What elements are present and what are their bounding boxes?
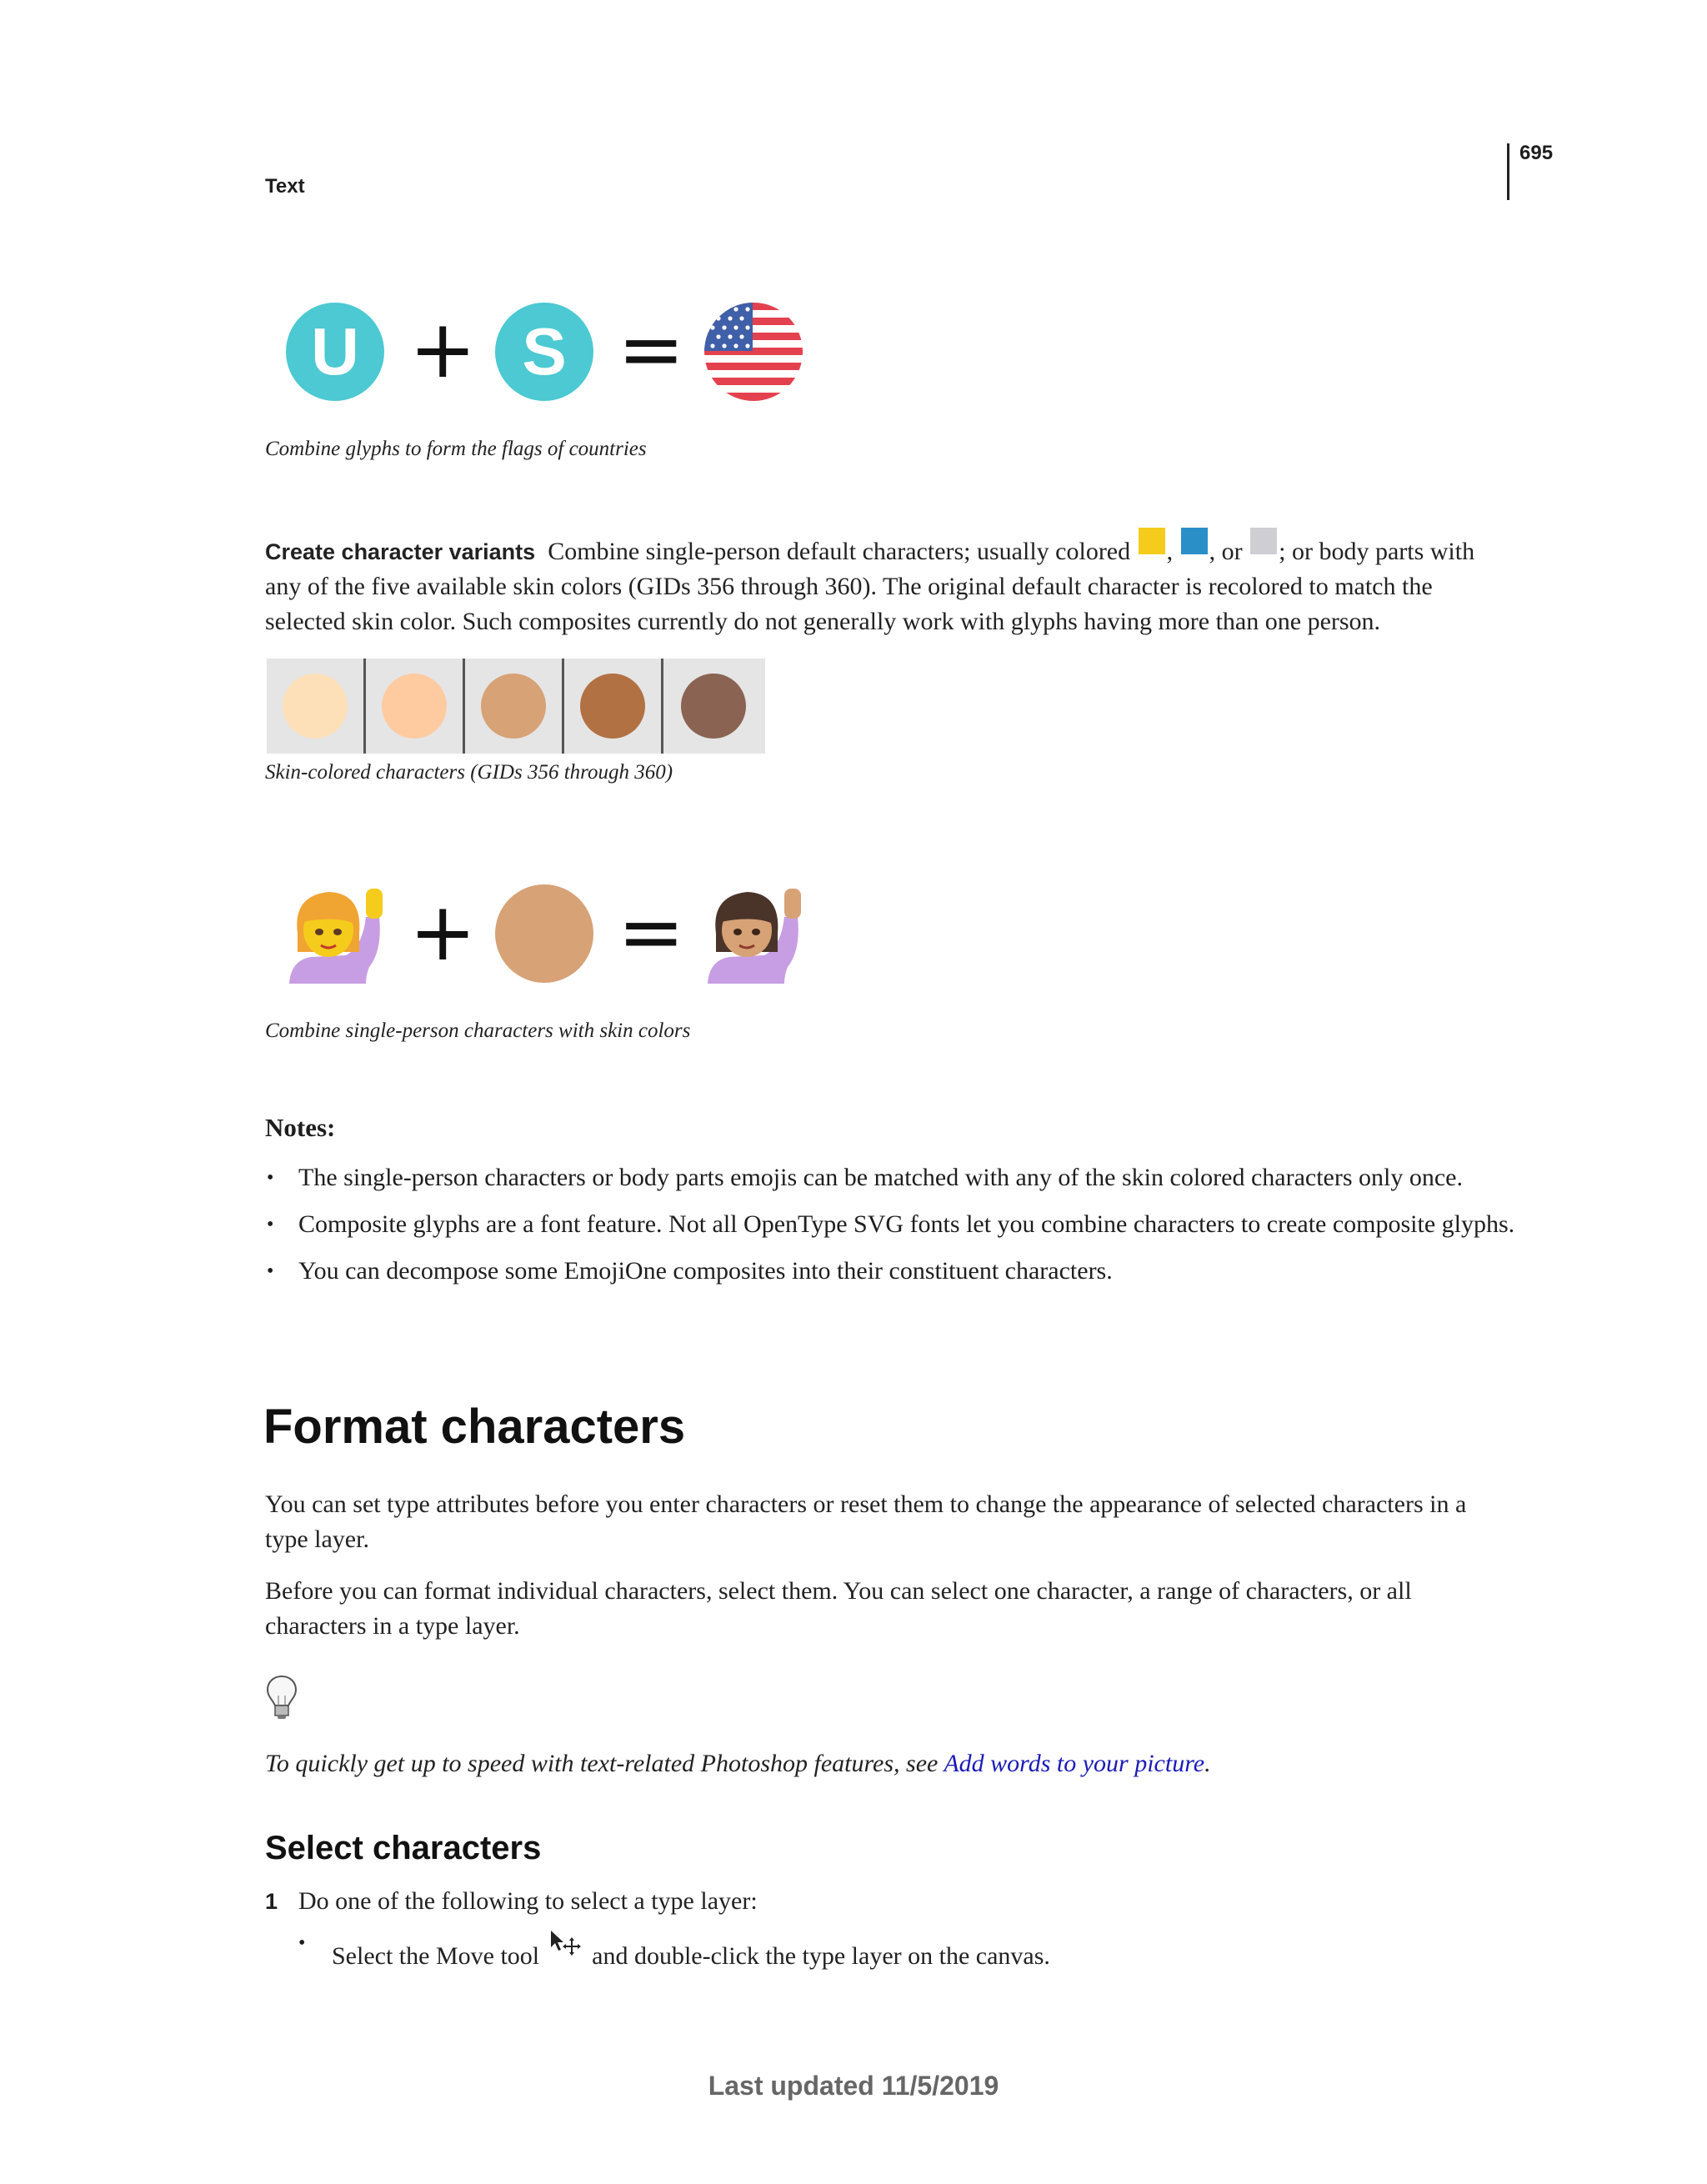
add-words-link[interactable]: Add words to your picture — [944, 1750, 1205, 1777]
list-item: • Composite glyphs are a font feature. Not all OpenType SVG fonts let you combine characters to create composite glyphs. — [265, 1207, 1515, 1242]
sub-step — [332, 1929, 1050, 1974]
swatch-cell — [663, 659, 763, 754]
notes-heading: Notes: — [265, 1113, 336, 1142]
move-tool-icon — [549, 1929, 583, 1959]
raising-hand-person-skin-icon — [704, 884, 804, 984]
equals-sign: = — [618, 303, 685, 396]
skin-swatch-strip — [267, 659, 765, 754]
equals-sign-2: = — [618, 885, 685, 979]
header-rule — [1507, 143, 1509, 200]
skin-tone-3-swatch — [481, 674, 546, 739]
variants-lead: Create character variants — [265, 539, 536, 564]
figure1-caption: Combine glyphs to form the flags of countries — [265, 438, 647, 460]
raising-hand-person-icon — [286, 884, 386, 984]
tip-end: . — [1204, 1750, 1211, 1777]
glyph-u-circle: U — [286, 303, 384, 401]
variants-sep2: , or — [1209, 538, 1243, 565]
notes-list — [265, 1160, 1515, 1300]
select-characters-heading: Select characters — [265, 1830, 542, 1866]
step-text: Do one of the following to select a type layer: — [298, 1887, 758, 1915]
glyph-s-circle: S — [495, 303, 593, 401]
sub-step-after: and double-click the type layer on the canvas. — [592, 1942, 1050, 1970]
sub-bullet: • — [298, 1932, 306, 1954]
plus-sign: + — [409, 303, 477, 396]
swatch-cell — [564, 659, 663, 754]
skin-tone-5-swatch — [681, 674, 746, 739]
swatch-cell — [267, 659, 366, 754]
format-para-2: Before you can format individual characters, select them. You can select one character, a range of characters, or all characters in a type layer. — [265, 1577, 1412, 1640]
variants-paragraph — [265, 528, 1515, 639]
lightbulb-tip-icon — [265, 1674, 298, 1721]
list-item: • The single-person characters or body parts emojis can be matched with any of the skin colored characters only once. — [265, 1160, 1515, 1195]
skin-tone-2-swatch — [382, 674, 447, 739]
skin-color-circle — [495, 884, 593, 983]
page-number: 695 — [1519, 142, 1554, 164]
format-para-1: You can set type attributes before you enter characters or reset them to change the appearance of selected characters in a type layer. — [265, 1490, 1467, 1553]
list-item: • You can decompose some EmojiOne composites into their constituent characters. — [265, 1254, 1515, 1289]
figure2-caption: Combine single-person characters with skin colors — [265, 1019, 691, 1042]
plus-sign-2: + — [409, 885, 477, 979]
step-number: 1 — [265, 1889, 278, 1914]
variants-text-after: ; or body parts with any of the five available skin colors (GIDs 356 through 360). The original default character is recolored to match the selected skin color. Such composites currently do not generally work with glyphs having more than one person. — [265, 538, 1475, 635]
variants-sep1: , — [1166, 538, 1174, 565]
variants-text-before: Combine single-person default characters; usually colored — [548, 538, 1131, 565]
skin-tone-4-swatch — [580, 674, 645, 739]
format-characters-heading: Format characters — [263, 1400, 686, 1454]
swatch-cell — [366, 659, 465, 754]
sub-step-before: Select the Move tool — [332, 1942, 540, 1970]
blue-swatch-icon — [1181, 528, 1208, 554]
us-flag-icon — [704, 303, 803, 401]
yellow-swatch-icon — [1139, 528, 1165, 554]
running-head: Text — [265, 175, 305, 198]
page-footer: Last updated 11/5/2019 — [708, 2071, 999, 2101]
skin-tone-1-swatch — [283, 674, 348, 739]
gray-swatch-icon — [1250, 528, 1277, 554]
swatch-cell — [465, 659, 564, 754]
tip-paragraph — [265, 1746, 1515, 1781]
swatches-caption: Skin-colored characters (GIDs 356 through 360) — [265, 761, 673, 784]
tip-text: To quickly get up to speed with text-related Photoshop features, see — [265, 1750, 939, 1777]
